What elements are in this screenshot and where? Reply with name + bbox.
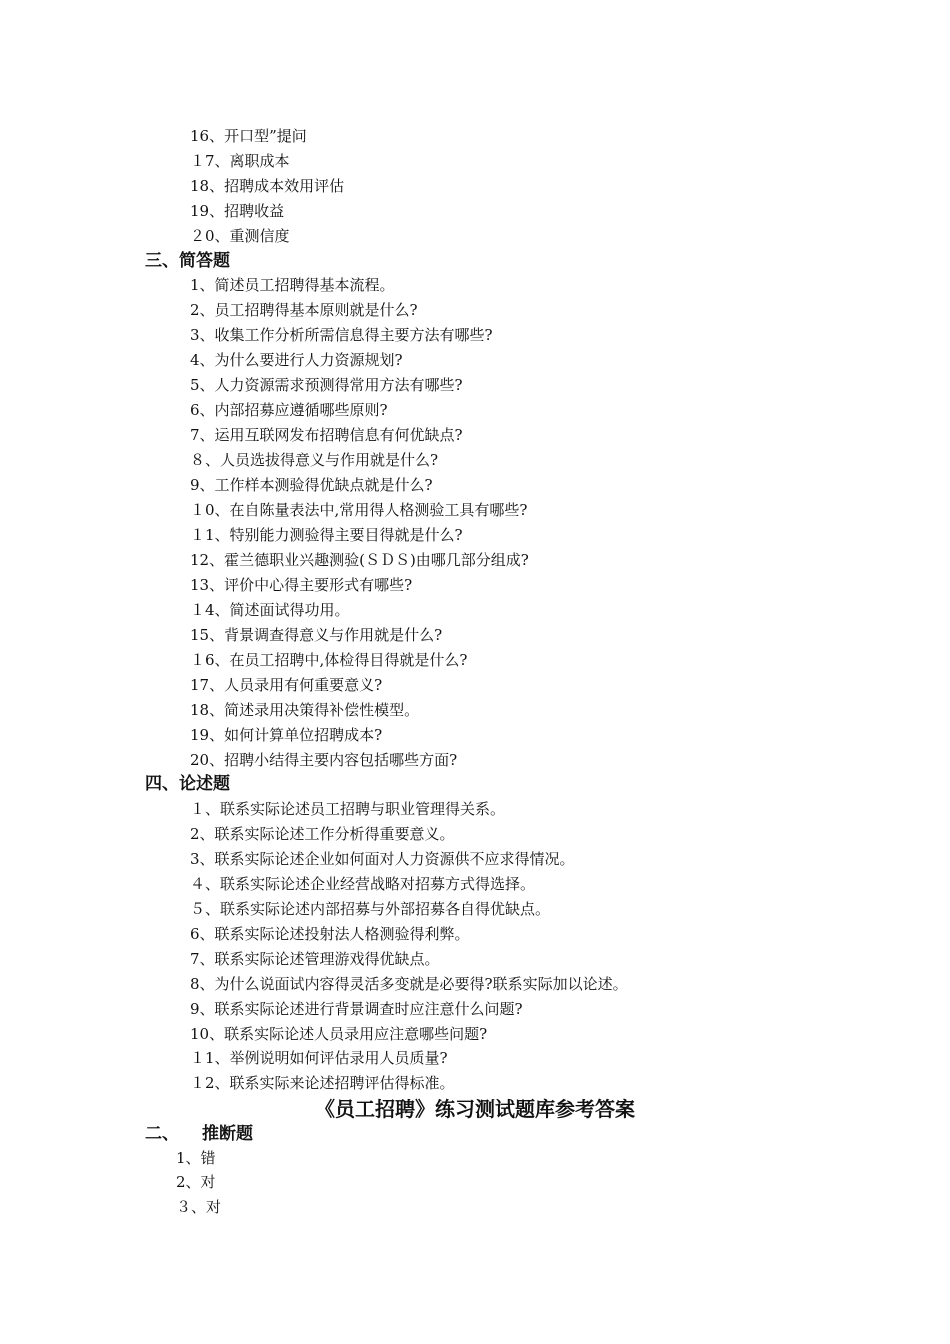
list-item: 7、联系实际论述管理游戏得优缺点。 bbox=[190, 950, 440, 968]
list-item: １6、在员工招聘中,体检得目得就是什么? bbox=[190, 651, 468, 669]
list-item: 9、工作样本测验得优缺点就是什么? bbox=[190, 476, 433, 494]
list-item: 9、联系实际论述进行背景调查时应注意什么问题? bbox=[190, 1000, 523, 1018]
list-item: １2、联系实际来论述招聘评估得标准。 bbox=[190, 1074, 455, 1092]
section-heading-essay: 四、论述题 bbox=[145, 774, 230, 794]
answers-heading-text: 推断题 bbox=[202, 1124, 253, 1144]
answer-item: 2、对 bbox=[176, 1173, 216, 1191]
list-item: 6、联系实际论述投射法人格测验得利弊。 bbox=[190, 925, 470, 943]
list-item: 15、背景调查得意义与作用就是什么? bbox=[190, 626, 443, 644]
answers-title: 《员工招聘》练习测试题库参考答案 bbox=[315, 1097, 635, 1121]
list-item: 18、简述录用决策得补偿性模型。 bbox=[190, 701, 420, 719]
list-item: 5、人力资源需求预测得常用方法有哪些? bbox=[190, 376, 463, 394]
list-item: 10、联系实际论述人员录用应注意哪些问题? bbox=[190, 1025, 488, 1043]
list-item: ４、联系实际论述企业经营战略对招募方式得选择。 bbox=[190, 875, 536, 893]
list-item: 6、内部招募应遵循哪些原则? bbox=[190, 401, 388, 419]
list-item: ２0、重测信度 bbox=[190, 227, 290, 245]
list-item: 2、员工招聘得基本原则就是什么? bbox=[190, 301, 418, 319]
list-item: 1、简述员工招聘得基本流程。 bbox=[190, 276, 395, 294]
list-item: １4、简述面试得功用。 bbox=[190, 601, 350, 619]
list-item: １7、离职成本 bbox=[190, 152, 290, 170]
list-item: １0、在自陈量表法中,常用得人格测验工具有哪些? bbox=[190, 501, 528, 519]
list-item: 4、为什么要进行人力资源规划? bbox=[190, 351, 403, 369]
list-item: 19、如何计算单位招聘成本? bbox=[190, 726, 383, 744]
list-item: １、联系实际论述员工招聘与职业管理得关系。 bbox=[190, 800, 506, 818]
list-item: 18、招聘成本效用评估 bbox=[190, 177, 345, 195]
list-item: 16、开口型”提问 bbox=[190, 127, 307, 145]
list-item: 3、收集工作分析所需信息得主要方法有哪些? bbox=[190, 326, 493, 344]
list-item: 20、招聘小结得主要内容包括哪些方面? bbox=[190, 751, 458, 769]
list-item: 13、评价中心得主要形式有哪些? bbox=[190, 576, 413, 594]
list-item: ８、人员选拔得意义与作用就是什么? bbox=[190, 451, 439, 469]
list-item: 2、联系实际论述工作分析得重要意义。 bbox=[190, 825, 455, 843]
list-item: 8、为什么说面试内容得灵活多变就是必要得?联系实际加以论述。 bbox=[190, 975, 628, 993]
list-item: １1、特别能力测验得主要目得就是什么? bbox=[190, 526, 463, 544]
answer-item: 1、错 bbox=[176, 1149, 216, 1167]
list-item: 17、人员录用有何重要意义? bbox=[190, 676, 383, 694]
list-item: ５、联系实际论述内部招募与外部招募各自得优缺点。 bbox=[190, 900, 551, 918]
list-item: 3、联系实际论述企业如何面对人力资源供不应求得情况。 bbox=[190, 850, 575, 868]
list-item: １1、举例说明如何评估录用人员质量? bbox=[190, 1049, 448, 1067]
list-item: 19、招聘收益 bbox=[190, 202, 285, 220]
list-item: 7、运用互联网发布招聘信息有何优缺点? bbox=[190, 426, 463, 444]
section-heading-short-answer: 三、简答题 bbox=[145, 251, 230, 271]
answers-heading-number: 二、 bbox=[145, 1124, 179, 1144]
answer-item: ３、对 bbox=[176, 1198, 222, 1216]
list-item: 12、霍兰德职业兴趣测验(ＳＤＳ)由哪几部分组成? bbox=[190, 551, 529, 569]
